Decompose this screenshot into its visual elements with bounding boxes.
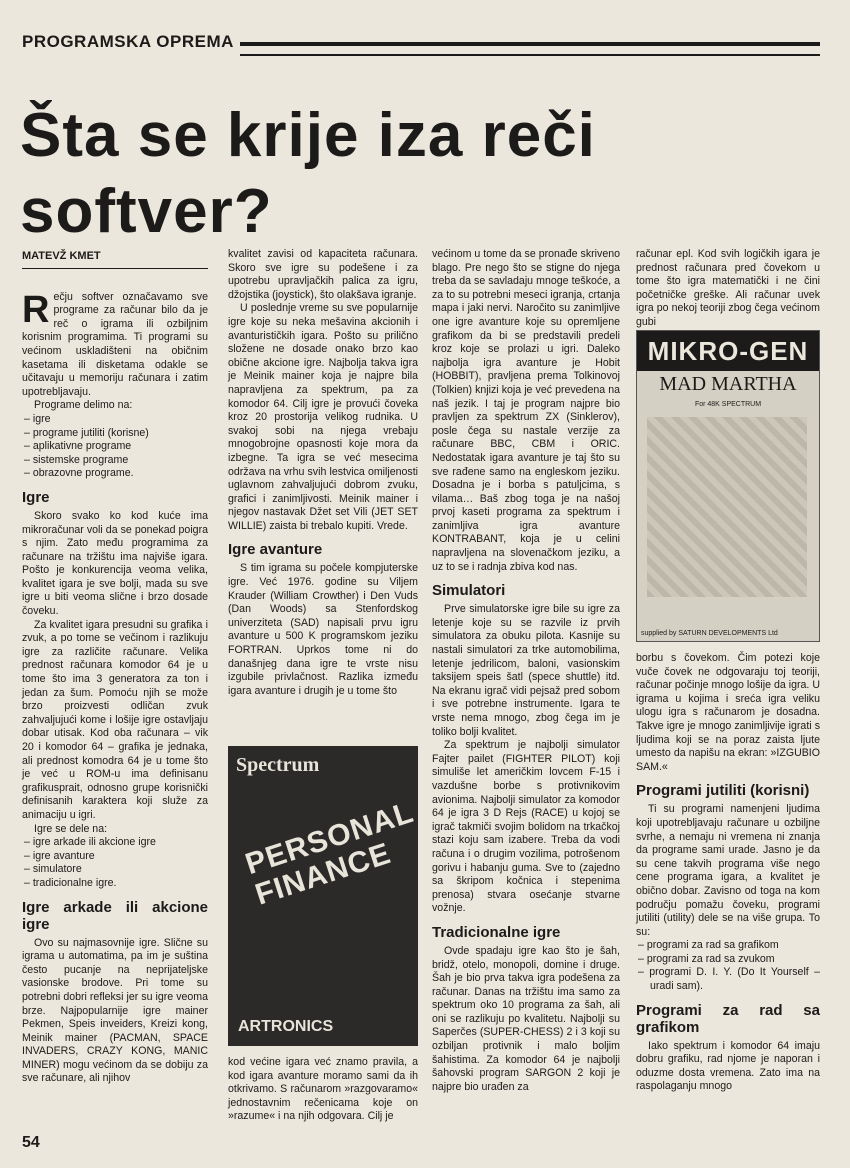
list-item: – simulatore — [36, 863, 208, 877]
column-4-bottom — [636, 652, 820, 1094]
heading-simulatori: Simulatori — [432, 582, 506, 600]
image-personal-finance — [228, 746, 418, 1046]
list-item: – programe jutiliti (korisne) — [36, 427, 208, 441]
paragraph: Iako spektrum i komodor 64 imaju dobru grafiku, rad njome je naporan i oduzme dosta vremena. Zato ima na raspolaganju mnogo — [636, 1039, 820, 1093]
column-4 — [636, 248, 820, 330]
column-1 — [22, 250, 208, 1086]
paragraph: borbu s čovekom. Čim potezi koje vuče čovek ne odgovaraju toj teoriji, računar počinje mnogo lošije da igra. U igrama u kojima i sreća igra veliku ulogu igra s računarom je dosadna. Takve igre je mnogo zanimljivije igrati s ljudima koji se na poraz zaista ljute umesto da napišu na ekran: »IZGUBIO SAM.« — [636, 652, 820, 773]
heading-tradicionalne: Tradicionalne igre — [432, 923, 561, 941]
paragraph: Igre se dele na: — [34, 822, 108, 835]
list-item: – programi za rad sa zvukom — [650, 953, 820, 967]
list-item: – programi D. I. Y. (Do It Yourself – uradi sam). — [650, 966, 820, 993]
list-item: – sistemske programe — [36, 454, 208, 468]
image-mad-martha — [636, 330, 820, 642]
author: MATEVŽ KMET — [22, 250, 208, 269]
page-title: Šta se krije iza reči softver? — [20, 101, 596, 246]
heading-igre: Igre — [22, 488, 50, 506]
paragraph: Ovde spadaju igre kao što je šah, bridž, otelo, monopoli, domine i druge. Šah je bio prva takva igra podešena za računar. Danas na tržištu ima samo za spektrum oko 10 programa za šah, ali oni se razlikuju po kvalitetu. Najbolji su Saperčes (SUPER-CHESS) 2 i 3 koji su ozbiljan protivnik i malo boljim šahistima. Za komodor 64 je najbolji šahovski program SARGON 2 koji je najpre bio urađen za — [432, 944, 620, 1093]
game-types-list — [22, 836, 208, 890]
list-item: – programi za rad sa grafikom — [650, 939, 820, 953]
intro-text: ečju softver označavamo sve programe za računar bilo da je reč o igrama ili ozbiljnim korisnim programima. Ti programi su većinom uskladišteni na običnim kasetama ili disketama odakle se učitavaju u memoriju računara i zatim upotrebljavaju. — [22, 290, 208, 398]
image-maker: ARTRONICS — [238, 1018, 334, 1035]
dropcap: R — [22, 288, 50, 331]
paragraph: Za kvalitet igara presudni su grafika i zvuk, a po tome se večinom i razlikuju igre za različite računare. Velika prednost računara komodor 64 je u tome što ima 3 generatora za ton i jedan za šum. Pomoću njih se može brzo proizvesti odličan zvuk zahvaljujući kome i lošije igre ostavljaju dobar utisak. Kod oba računara – vik 20 i komodor 64 – grafika je jednaka, ali prednost komodra 64 je u tome što je već u ROM-u ima definisanu grafikusprait, odnosno grupe korisnički definisanih karaktera koji služe za animaciju u igri. — [22, 618, 208, 821]
header-rule — [240, 42, 820, 56]
paragraph: U poslednje vreme su sve popularnije igre koje su neka mešavina akcionih i avanturističkih igara. Pošto su prilično složene ne dosade onako brzo kao obične akcione igre. Najbolja takva igra je Meinik mainer koja je najpre bila napravljena za spektrum, pa za komodor 64. Cilj igre je provući čoveka kroz 20 prostorija velikog rudnika. U svakoj sobi na njega vrebaju mnogobrojne opasnosti koje mora da izbegne. Ta igra se već mesecima održava na vrhu svih lestvica omiljenosti uglavnom zahvaljujući dobrom zvuku, grafici i zanimljivosti. Meinik mainer i njegov nastavak Džet set Vili (JET SET WILLIE) zaista bi trebalo kupiti. Vrede. — [228, 302, 418, 532]
image-artwork — [647, 417, 807, 597]
heading-grafika: Programi za rad sa grafikom — [636, 1001, 820, 1036]
image-title: MAD MARTHA — [659, 373, 797, 395]
list-item: – igre avanture — [36, 850, 208, 864]
paragraph: Prve simulatorske igre bile su igre za letenje koje su se razvile iz prvih simulatora za obuku pilota. Kasnije su nastali simulatori za trke automobilima, letenje jedrilicom, baloni, vasionskim taksijem speis šatl (spece shuttle) itd. Na ekranu igrač vidi pejsaž pred sobom i sve potrebne instrumente. Igara te vrste nema mnogo, zbog čega im je toliko bolji kvalitet. — [432, 603, 620, 738]
list-item: – igre — [36, 413, 208, 427]
utility-list — [636, 939, 820, 993]
list-item: – tradicionalne igre. — [36, 877, 208, 891]
paragraph: Ti su programi namenjeni ljudima koji upotrebljavaju računare u ozbiljne svrhe, a nemaju ni vremena ni znanja da programe sami urade. Jasno je da su cene takvih programa više nego cene programa igara, a kvalitet je obično dobar. Zavisno od toga na kom području pomažu čoveku, programi jutiliti (utility) dele se na više grupa. To su: — [636, 803, 820, 938]
column-3 — [432, 248, 620, 1094]
list-item: – obrazovne programe. — [36, 467, 208, 481]
page-number: 54 — [22, 1134, 40, 1151]
heading-arkade: Igre arkade ili akcione igre — [22, 898, 208, 933]
heading-avanture: Igre avanture — [228, 541, 323, 559]
intro2: Programe delimo na: — [34, 399, 133, 412]
paragraph: S tim igrama su počele kompjuterske igre. Već 1976. godine su Viljem Krauder (William Crowther) i Den Vuds (Dan Woods) sa Stenfordskog univerziteta (SAD) napisali prvu igru avanture u 500 K programskom jeziku FORTRAN. Uprkos tome ni do današnjeg dana igre te vrste nisu izgubile privlačnost. Razlika između igara avanture i drugih je u tome što — [228, 562, 418, 697]
column-2-bottom — [228, 1056, 418, 1124]
paragraph: računar epl. Kod svih logičkih igara je prednost računara pred čovekom u tome što igra matematički i ne čini početničke greške. Ali računar uvek igra po nekoj teoriji zbog čega većinom gubi — [636, 248, 820, 328]
paragraph: Skoro svako ko kod kuće ima mikroračunar voli da se ponekad poigra s njim. Zato među programima za računare na tržištu ima najviše igara. Pošto je konkurencija veoma velika, kvalitet igara je sve bolji, mada su sve igre u biti veoma slične i brzo dosade čoveku. — [22, 509, 208, 618]
paragraph: kvalitet zavisi od kapaciteta računara. Skoro sve igre su podešene i za upotrebu upravljačkih palica za igru, džojstika (joystick), što olakšava igranje. — [228, 248, 418, 301]
image-brand: Spectrum — [236, 754, 320, 776]
image-title: PERSONAL FINANCE — [241, 795, 418, 912]
column-2 — [228, 248, 418, 698]
image-brand: MIKRO-GEN — [637, 331, 819, 371]
paragraph: kod većine igara već znamo pravila, a kod igara avanture moramo sami da ih otkrivamo. S računarom »razgovaramo« jednostavnim rečenicama koje on »razume« i na njih odgovara. Cilj je — [228, 1056, 418, 1123]
heading-jutiliti: Programi jutiliti (korisni) — [636, 782, 810, 800]
paragraph: Ovo su najmasovnije igre. Slične su igrama u automatima, pa im je suština često pucanje na neprijateljske vasionske brodove. Pri tome su potrebni dobri refleksi jer su igre veoma brze. Najpopularnije igre mainer Pekmen, Speis inveiders, Kreizi kong, Meinik mainer (PACMAN, SPACE INVADERS, CRAZY KONG, MANIC MINER) mogu većinom da se dobiju za sve računare, ali njihov — [22, 936, 208, 1085]
list-item: – igre arkade ili akcione igre — [36, 836, 208, 850]
list-item: – aplikativne programe — [36, 440, 208, 454]
paragraph: većinom u tome da se pronađe skriveno blago. Pre nego što se stigne do njega treba da se savladaju mnoge teškoće, a za to su potrebni meseci igranja, crtanja mapa i jaki nervi. Naročito su zanimljive one igre avanture koje su opremljene grafikom da bi se predstavili predeli kroz koje se prolazi u igri. Daleko najbolja igra avanture je Hobit (HOBBIT), pravljena prema Tolkinovoj (Tolkien) knjizi koja je već prevedena na naš jezik. I taj je program najpre bio pravljen za spektrum ZX (Sinklerov), posle čega su nastale verzije za računare BBC, CBM i ORIC. Nedostatak igara avanture je taj što su sve rađene samo na engleskom jeziku. Dosadna je i borba s patuljcima, s vilama… Baš zbog toga je na našoj prvoj kaseti programa za spektrum i zanimljiva igra avanture KONTRABANT, koja je u celini napravljena na slovenačkom jeziku, a uz to se i radnja zbiva kod nas. — [432, 248, 620, 573]
image-footer: supplied by SATURN DEVELOPMENTS Ltd — [641, 630, 778, 637]
section-label: PROGRAMSKA OPREMA — [22, 32, 234, 51]
program-list — [22, 413, 208, 481]
image-subtitle: For 48K SPECTRUM — [694, 401, 762, 408]
paragraph: Za spektrum je najbolji simulator Fajter pailet (FIGHTER PILOT) koji simuliše let američkim lovcem F-15 i vazdušne borbe s protivnikovim avionima. Najbolji simulator za komodor 64 je igra 3 D Rejs (RACE) u kojoj se igrač takmiči svojim bolidom na trkačkoj stazi koju sam izabere. Treba da vodi računa i o drugim vozilima, potrošenom gorivu i habanju guma. Sve to (zajedno sa škripom kočnica i stepenima prenosa) stvara osećanje stvarne vožnje. — [432, 739, 620, 915]
